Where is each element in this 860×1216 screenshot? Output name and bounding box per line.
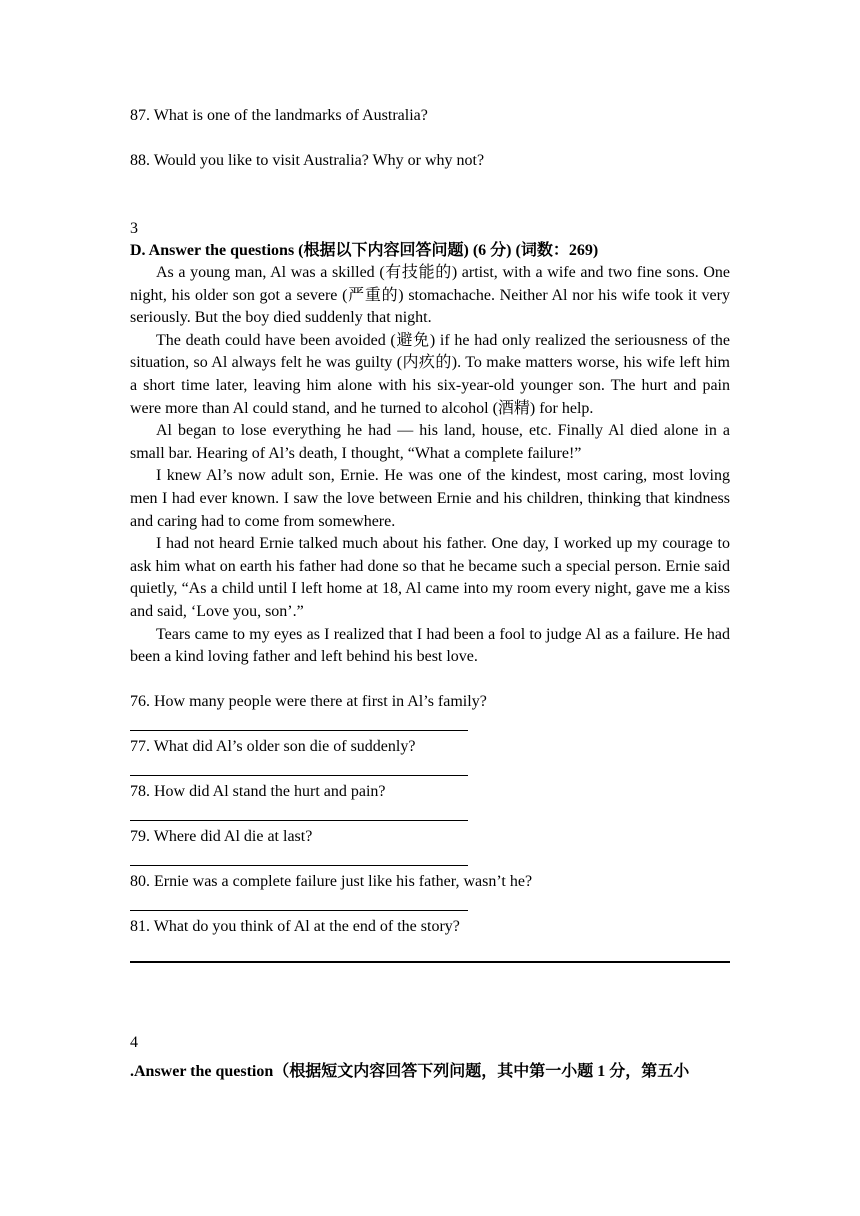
question-80: 80. Ernie was a complete failure just like his father, wasn’t he? xyxy=(130,873,533,890)
passage-paragraph: The death could have been avoided (避免) if he had only realized the seriousness of the situation, so Al always felt he was guilty (内疚的). To make matters worse, his wife left him a short time later, leaving him alone with his six-year-old younger son. The hurt and pain were more than Al could stand, and he turned to alcohol (酒精) for help. xyxy=(130,331,730,417)
answer-line-80[interactable] xyxy=(130,910,468,911)
section-4-heading: .Answer the question（根据短文内容回答下列问题，其中第一小题 1 分，第五小 xyxy=(130,1063,690,1080)
passage-paragraph: Tears came to my eyes as I realized that I had been a fool to judge Al as a failure. He had been a kind loving father and left behind his best love. xyxy=(130,625,730,666)
question-81: 81. What do you think of Al at the end of the story? xyxy=(130,918,460,935)
answer-line-76[interactable] xyxy=(130,730,468,731)
section-divider xyxy=(130,961,730,963)
passage-paragraph: Al began to lose everything he had — his land, house, etc. Finally Al died alone in a small bar. Hearing of Al’s death, I thought, “What a complete failure!” xyxy=(130,422,730,462)
passage-paragraph: As a young man, Al was a skilled (有技能的) artist, with a wife and two fine sons. One night, his older son got a severe (严重的) stomachache. Neither Al nor his wife took it very seriously. But the boy died suddenly that night. xyxy=(130,264,730,327)
question-76: 76. How many people were there at first in Al’s family? xyxy=(130,693,487,710)
answer-line-77[interactable] xyxy=(130,775,468,776)
reading-passage xyxy=(130,262,730,669)
question-88: 88. Would you like to visit Australia? Why or why not? xyxy=(130,152,485,169)
section-3-number: 3 xyxy=(130,220,138,237)
question-77: 77. What did Al’s older son die of suddenly? xyxy=(130,738,416,755)
question-87: 87. What is one of the landmarks of Australia? xyxy=(130,107,428,124)
section-4-number: 4 xyxy=(130,1034,138,1051)
question-78: 78. How did Al stand the hurt and pain? xyxy=(130,783,386,800)
passage-paragraph: I had not heard Ernie talked much about his father. One day, I worked up my courage to ask him what on earth his father had done so that he became such a special person. Ernie said quietly, “As a child until I left home at 18, Al came into my room every night, gave me a kiss and said, ‘Love you, son’.” xyxy=(130,535,730,620)
passage-paragraph: I knew Al’s now adult son, Ernie. He was one of the kindest, most caring, most loving men I had ever known. I saw the love between Ernie and his children, thinking that kindness and caring had to come from somewhere. xyxy=(130,467,730,530)
question-79: 79. Where did Al die at last? xyxy=(130,828,313,845)
answer-line-78[interactable] xyxy=(130,820,468,821)
section-3-heading: D. Answer the questions (根据以下内容回答问题) (6 分) (词数：269) xyxy=(130,242,599,259)
answer-line-79[interactable] xyxy=(130,865,468,866)
